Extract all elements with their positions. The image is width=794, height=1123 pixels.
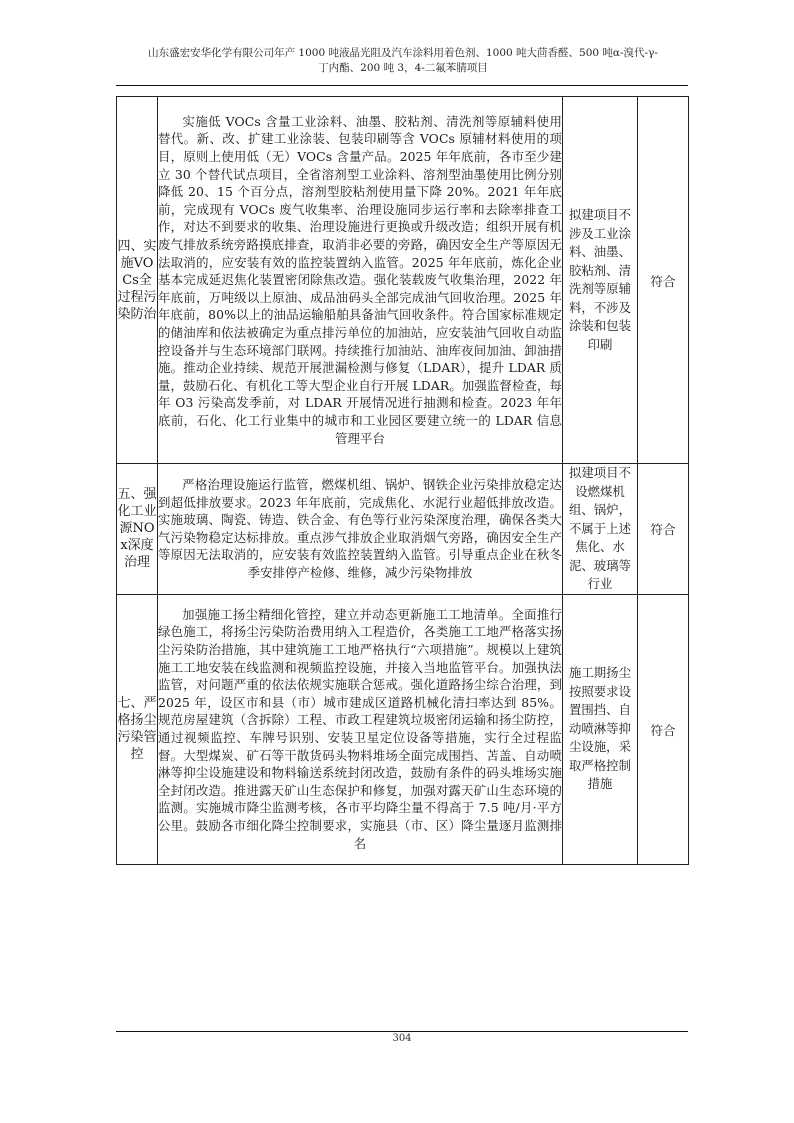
category-cell: 五、强化工业源NOx深度治理 [117, 464, 158, 595]
requirement-cell [158, 97, 563, 464]
result-cell: 符合 [638, 464, 689, 595]
header-divider [116, 85, 688, 86]
header-title-line-2: 丁内酯、200 吨 3，4-二氟苯腈项目 [318, 62, 488, 74]
requirement-text: 严格治理设施运行监管，燃煤机组、锅炉、钢铁企业污染排放稳定达到超低排放要求。2023 年年底前，完成焦化、水泥行业超低排放改造。实施玻璃、陶瓷、铸造、铁合金、有色等行业污染深度治理，确保各类大气污染物稳定达标排放。重点涉气排放企业取消烟气旁路，确因安全生产等原因无法取消的，应安装有效监控装置纳入监管。引导重点企业在秋冬季安排停产检修、维修，减少污染物排放 [158, 476, 562, 580]
requirement-cell [158, 464, 563, 595]
category-cell: 四、实施VOCs全过程污染防治 [117, 97, 158, 464]
table-row [117, 97, 689, 464]
requirement-text: 加强施工扬尘精细化管控，建立并动态更新施工工地清单。全面推行绿色施工，将扬尘污染防治费用纳入工程造价，各类施工工地严格落实扬尘污染防治措施，其中建筑施工工地严格执行“六项措施”。规模以上建筑施工工地安装在线监测和视频监控设施，并接入当地监管平台。加强执法监管，对问题严重的依法依规实施联合惩戒。强化道路扬尘综合治理，到 2025 年，设区市和县（市）城市建成区道路机械化清扫率达到 85%。规范房屋建筑（含拆除）工程、市政工程建筑垃圾密闭运输和扬尘防控，通过视频监控、车牌号识别、安装卫星定位设备等措施，实行全过程监督。大型煤炭、矿石等干散货码头物料堆场全面完成围挡、苫盖、自动喷淋等抑尘设施建设和物料输送系统封闭改造，鼓励有条件的码头堆场实施全封闭改造。推进露天矿山生态保护和修复，加强对露天矿山生态环境的监测。实施城市降尘监测考核，各市平均降尘量不得高于 7.5 吨/月·平方公里。鼓励各市细化降尘控制要求，实施县（市、区）降尘量逐月监测排名 [158, 606, 562, 851]
result-cell: 符合 [638, 594, 689, 864]
analysis-cell: 拟建项目不设燃煤机组、锅炉，不属于上述焦化、水泥、玻璃等行业 [563, 464, 638, 595]
table-row [117, 594, 689, 864]
header-title-line-1: 山东盛宏安华化学有限公司年产 1000 吨液晶光阻及汽车涂料用着色剂、1000 吨大茴香醛、500 吨α-溴代-γ- [148, 47, 658, 59]
compliance-table [116, 96, 689, 865]
document-header [108, 46, 698, 76]
table-row [117, 464, 689, 595]
result-cell: 符合 [638, 97, 689, 464]
requirement-text: 实施低 VOCs 含量工业涂料、油墨、胶粘剂、清洗剂等原辅料使用替代。新、改、扩建工业涂装、包装印刷等含 VOCs 原辅材料使用的项目，原则上使用低（无）VOCs 含量产品。2025 年年底前，各市至少建立 30 个替代试点项目，全省溶剂型工业涂料、溶剂型油墨使用比例分别降低 20、15 个百分点，溶剂型胶粘剂使用量下降 20%。2021 年年底前，完成现有 VOCs 废气收集率、治理设施同步运行率和去除率排查工作，对达不到要求的收集、治理设施进行更换或升级改造；组织开展有机废气排放系统旁路摸底排查，取消非必要的旁路，确因安全生产等原因无法取消的，应安装有效的监控装置纳入监管。2025 年年底前，炼化企业基本完成延迟焦化装置密闭除焦改造。强化装载废气收集治理，2022 年年底前，万吨级以上原油、成品油码头全部完成油气回收治理。2025 年年底前，80%以上的油品运输船舶具备油气回收条件。符合国家标准规定的储油库和依法被确定为重点排污单位的加油站，应安装油气回收自动监控设备并与生态环境部门联网。持续推行加油站、油库夜间加油、卸油措施。推动企业持续、规范开展泄漏检测与修复（LDAR），提升 LDAR 质量，鼓励石化、有机化工等大型企业自行开展 LDAR。加强监督检查，每年 O3 污染高发季前，对 LDAR 开展情况进行抽测和检查。2023 年年底前，石化、化工行业集中的城市和工业园区要建立统一的 LDAR 信息管理平台 [158, 113, 562, 446]
analysis-cell: 施工期扬尘按照要求设置围挡、自动喷淋等抑尘设施，采取严格控制措施 [563, 594, 638, 864]
category-cell: 七、严格扬尘污染管控 [117, 594, 158, 864]
footer-divider [116, 1031, 688, 1032]
requirement-cell [158, 594, 563, 864]
page-number: 304 [392, 1033, 412, 1044]
analysis-cell: 拟建项目不涉及工业涂料、油墨、胶粘剂、清洗剂等原辅料，不涉及涂装和包装印刷 [563, 97, 638, 464]
